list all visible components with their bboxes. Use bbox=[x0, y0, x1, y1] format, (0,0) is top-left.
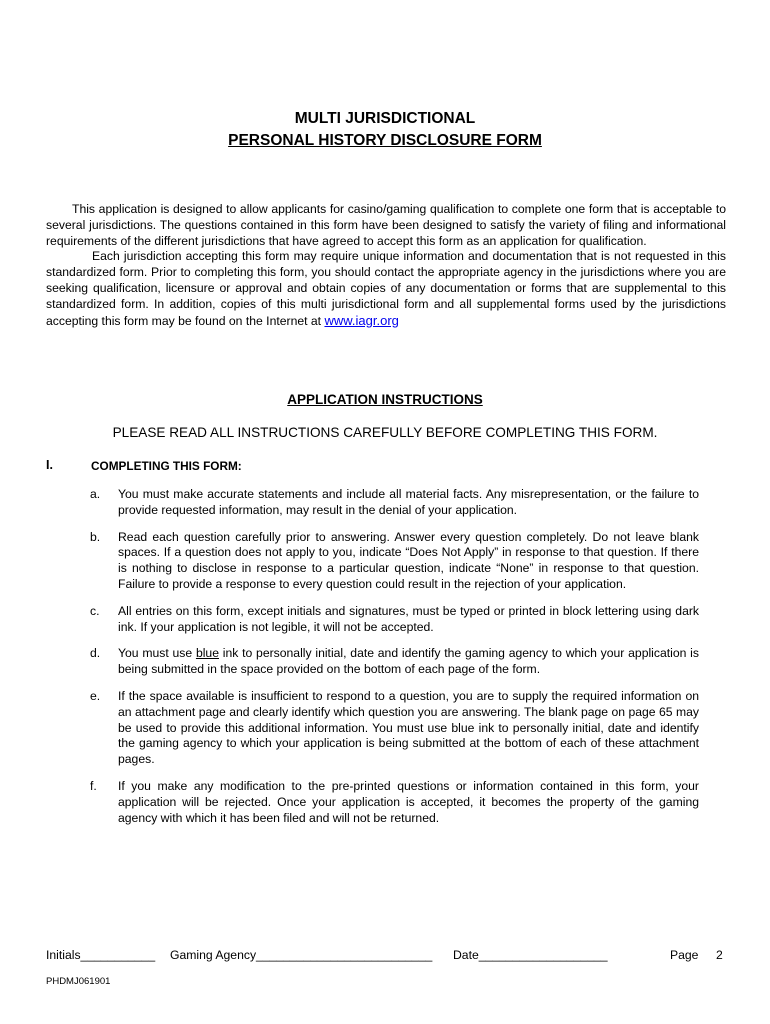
list-item-text: All entries on this form, except initials and signatures, must be typed or printed in block lettering using dark ink. If your application is not legible, it will not be accepted. bbox=[118, 603, 699, 634]
list-item-letter: f. bbox=[90, 778, 97, 793]
form-code: PHDMJ061901 bbox=[46, 976, 111, 987]
gaming-agency-field[interactable]: Gaming Agency__________________________ bbox=[170, 948, 433, 962]
list-item-text: You must make accurate statements and include all material facts. Any misrepresentation, or the failure to provide requested information, may result in the denial of your application. bbox=[118, 487, 699, 517]
list-item-text bbox=[118, 646, 699, 678]
section-number: I. bbox=[46, 458, 53, 472]
list-item bbox=[86, 779, 699, 826]
instruction-list bbox=[86, 487, 699, 837]
list-item bbox=[86, 530, 699, 593]
list-item-letter: a. bbox=[90, 487, 101, 501]
list-item-text: If the space available is insufficient to respond to a question, you are to supply the required information on an attachment page and clearly identify which question you are answering. The blank page on page 65 may be used to provide this additional information. You must use blue ink to personally initial, date and identify the gaming agency to which your application is being submitted at the bottom of each of these attachment pages. bbox=[118, 688, 699, 767]
section-heading: APPLICATION INSTRUCTIONS bbox=[287, 392, 483, 407]
list-item-text: Read each question carefully prior to answering. Answer every question completely. Do not leave blank spaces. If a question does not apply to you, indicate “Does Not Apply” in response to that question. If there is nothing to disclose in response to a particular question, indicate “None” in response to that question. Failure to provide a response to every question could result in the rejection of your application. bbox=[118, 529, 699, 591]
list-item-text-end: ink to personally initial, date and identify the gaming agency to which your application is being submitted in the space provided on the bottom of each page of the form. bbox=[118, 646, 699, 677]
blue-emphasis: blue bbox=[195, 646, 219, 661]
list-item bbox=[86, 604, 699, 636]
page-label: Page bbox=[670, 948, 699, 962]
read-instructions-notice: PLEASE READ ALL INSTRUCTIONS CAREFULLY BEFORE COMPLETING THIS FORM. bbox=[112, 425, 658, 440]
intro-text bbox=[46, 202, 726, 329]
list-item bbox=[86, 646, 699, 678]
form-title bbox=[0, 108, 770, 152]
section-subheading: COMPLETING THIS FORM: bbox=[91, 459, 242, 473]
iagr-link[interactable]: www.iagr.org bbox=[324, 312, 399, 328]
list-item bbox=[86, 487, 699, 519]
list-item-letter: c. bbox=[90, 603, 100, 618]
intro-paragraph-2 bbox=[46, 249, 726, 329]
initials-field[interactable]: Initials___________ bbox=[46, 948, 156, 962]
list-item-letter: e. bbox=[90, 688, 101, 703]
list-item-letter: d. bbox=[90, 646, 101, 661]
list-item-text: If you make any modification to the pre-printed questions or information contained in this form, your application will be rejected. Once your application is accepted, it becomes the property of the gaming agency with which it has been filed and will not be returned. bbox=[118, 778, 699, 825]
title-line-1: MULTI JURISDICTIONAL bbox=[294, 110, 476, 127]
page-number: 2 bbox=[716, 948, 723, 962]
date-field[interactable]: Date___________________ bbox=[453, 948, 608, 962]
intro-paragraph-1: This application is designed to allow applicants for casino/gaming qualification to complete one form that is acceptable to several jurisdictions. The questions contained in this form have been designed to satisfy the variety of filing and informational requirements of the different jurisdictions that have agreed to accept this form as an application for qualification. bbox=[46, 202, 726, 248]
list-item bbox=[86, 689, 699, 768]
title-line-2: PERSONAL HISTORY DISCLOSURE FORM bbox=[228, 132, 542, 149]
list-item-letter: b. bbox=[90, 529, 101, 544]
list-item-text-start: You must use bbox=[118, 646, 196, 661]
intro-paragraph-2-text: Each jurisdiction accepting this form may require unique information and documentation that is not requested in this standardized form. Prior to completing this form, you should contact the appropriate agency in the jurisdictions where you are seeking qualification, licensure or approval and obtain copies of any documentation or forms that are supplemental to this standardized form. In addition, copies of this multi jurisdictional form and all supplemental forms used by the jurisdictions accepting this form may be found on the Internet at bbox=[46, 249, 726, 328]
